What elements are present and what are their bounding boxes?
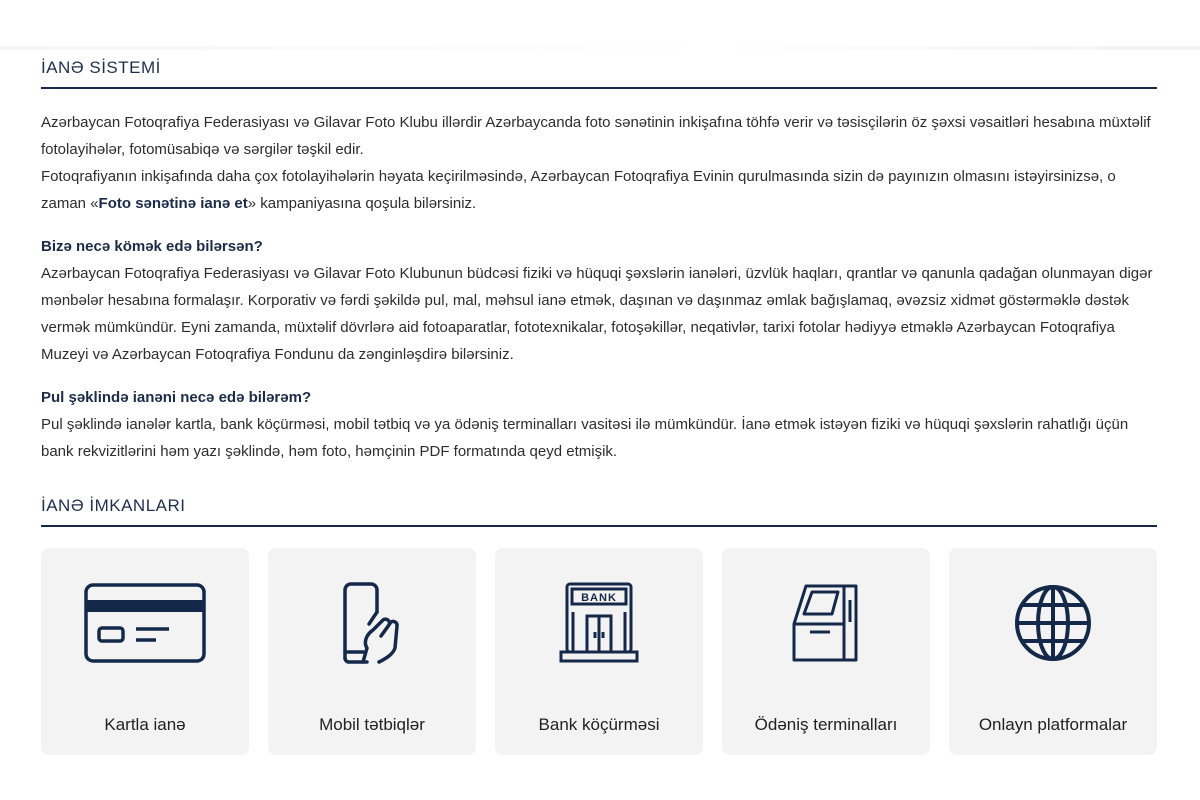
donation-text [41, 109, 1157, 465]
globe-icon [949, 578, 1157, 668]
header-shadow [0, 46, 1200, 50]
campaign-name: Foto sənətinə ianə et [98, 195, 248, 212]
option-card-card-donation[interactable] [41, 548, 249, 755]
option-label: Onlayn platformalar [978, 715, 1128, 734]
option-label: Kartla ianə [104, 715, 186, 734]
bank-icon [495, 578, 703, 668]
section-title-donation-system: İANƏ SİSTEMİ [41, 58, 1157, 89]
option-card-mobile-apps[interactable] [268, 548, 476, 755]
payment-terminal-icon [722, 578, 930, 668]
intro-p2-text: Fotoqrafiyanın inkişafında daha çox fotolayihələrin həyata keçirilməsində, Azərbaycan Fotoqrafiya Evinin qurulmasında sizin də payınızın olmasını istəyirsinizsə, o zaman « [41, 168, 1116, 212]
option-label: Mobil tətbiqlər [319, 715, 425, 734]
bank-sign: BANK [581, 592, 617, 604]
help-heading: Bizə necə kömək edə bilərsən? [41, 238, 263, 255]
credit-card-icon [41, 578, 249, 668]
option-label: Ödəniş terminalları [754, 715, 898, 734]
mobile-phone-icon [268, 578, 476, 668]
section-title-donation-options: İANƏ İMKANLARI [41, 496, 1157, 527]
intro-paragraph-1: Azərbaycan Fotoqrafiya Federasiyası və Gilavar Foto Klubu illərdir Azərbaycanda foto sənətinin inkişafına töhfə verir və təsisçilərin öz şəxsi vəsaitləri hesabına müxtəlif fotolayihələr, fotomüsabiqə və sərgilər təşkil edir. [41, 114, 1151, 158]
intro-p2-text-end: » kampaniyasına qoşula bilərsiniz. [247, 195, 477, 212]
intro-paragraph-2 [41, 163, 1157, 217]
option-card-payment-terminals[interactable] [722, 548, 930, 755]
money-paragraph: Pul şəklində ianələr kartla, bank köçürməsi, mobil tətbiq və ya ödəniş terminalları vasitəsi ilə mümkündür. İanə etmək istəyən fiziki və hüquqi şəxslərin rahatlığı üçün bank rekvizitlərini həm yazı şəklində, həm foto, həmçinin PDF formatında qeyd etmişik. [41, 416, 1129, 460]
money-heading: Pul şəklində ianəni necə edə bilərəm? [41, 389, 312, 406]
help-paragraph: Azərbaycan Fotoqrafiya Federasiyası və Gilavar Foto Klubunun büdcəsi fiziki və hüquqi şəxslərin ianələri, üzvlük haqları, qrantlar və qanunla qadağan olunmayan digər mənbələr hesabına formalaşır. Korporativ və fərdi şəkildə pul, mal, məhsul ianə etmək, daşınan və daşınmaz əmlak bağışlamaq, əvəzsiz xidmət göstərməklə dəstək vermək mümkündür. Eyni zamanda, müxtəlif dövrlərə aid fotoaparatlar, fototexnikalar, fotoşəkillər, neqativlər, tarixi fotolar hədiyyə etməklə Azərbaycan Fotoqrafiya Muzeyi və Azərbaycan Fotoqrafiya Fondunu da zənginləşdirə bilərsiniz. [41, 265, 1153, 363]
option-card-bank-transfer[interactable] [495, 548, 703, 755]
donation-options-grid [41, 548, 1157, 755]
option-card-online-platforms[interactable] [949, 548, 1157, 755]
option-label: Bank köçürməsi [538, 715, 660, 734]
